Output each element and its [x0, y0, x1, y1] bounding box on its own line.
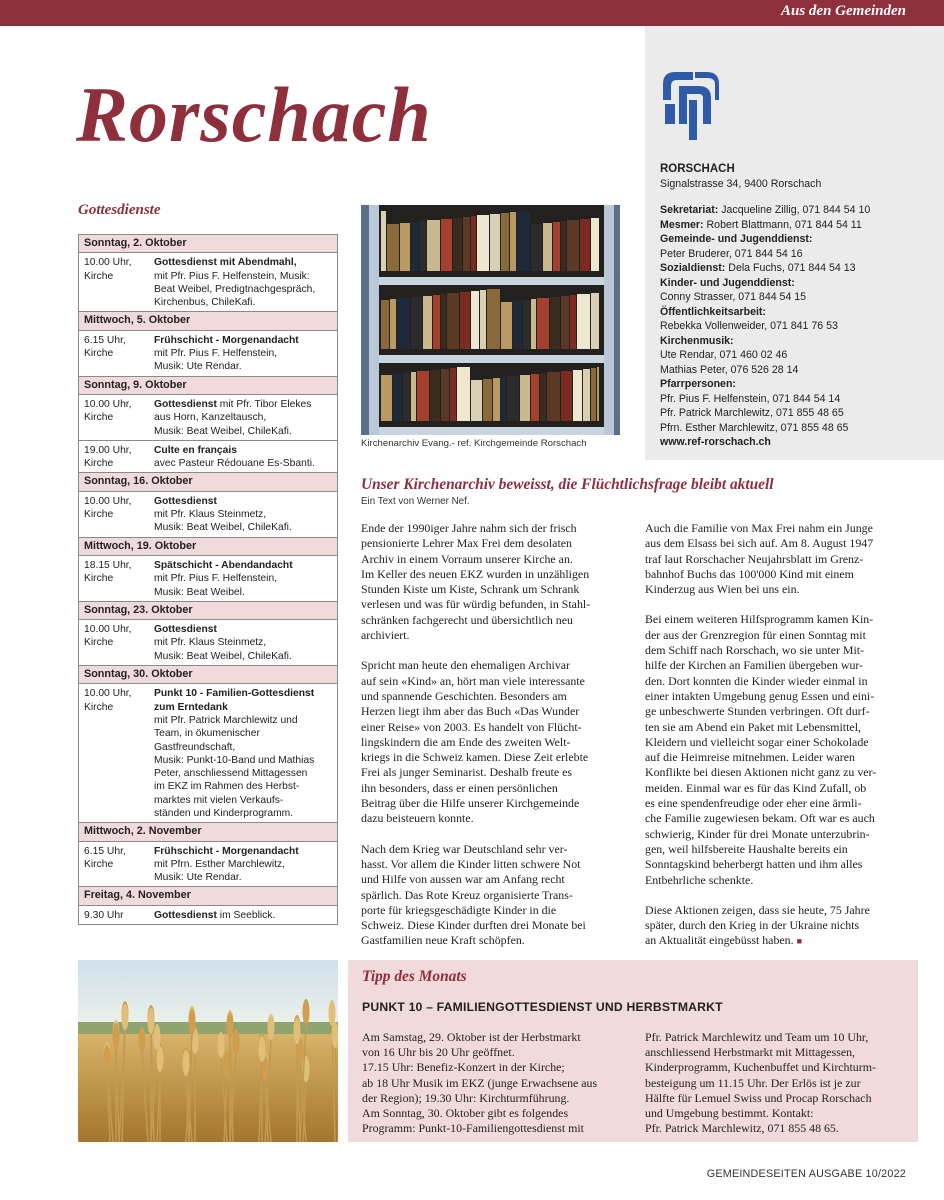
article-line: verlesen und was für würdig befunden, in Stahl-: [361, 597, 591, 612]
article-line: und spannende Geschichten. Besonders am: [361, 688, 567, 703]
article-line: auf die Heimreise mitnehmen. Leider waren: [645, 750, 855, 765]
service-title: Punkt 10 - Familien-Gottesdienst zum Erntedank: [154, 688, 315, 713]
service-detail-line: ständen und Kinderprogramm.: [154, 807, 294, 819]
service-detail-line: Beat Weibel, Predigtnachgespräch,: [154, 283, 316, 295]
service-detail-line: Musik: Punkt-10-Band und Mathias: [154, 754, 315, 766]
article-line: ten sie am Abend ein Paket mit Lebensmittel,: [645, 719, 861, 734]
service-title-line: [154, 495, 332, 508]
section-label: Aus den Gemeinden: [780, 3, 906, 19]
article-line: es eine spendenfreudige oder eher eine ärmli-: [645, 796, 862, 811]
service-description: [154, 687, 332, 820]
contact-info: [660, 162, 940, 450]
tipp-line: ab 18 Uhr Musik im EKZ (junge Erwachsene aus: [362, 1075, 598, 1090]
service-title: Gottesdienst: [154, 398, 217, 410]
contact-line: [660, 334, 940, 349]
service-detail-line: Musik: Beat Weibel, ChileKafi.: [154, 650, 292, 662]
tipp-subheading: PUNKT 10 – FAMILIENGOTTESDIENST UND HERBSTMARKT: [362, 1000, 723, 1014]
contact-line: [660, 261, 940, 276]
contact-label: Kirchenmusik:: [660, 334, 734, 347]
contact-line: [660, 319, 940, 334]
contact-line: [660, 203, 940, 218]
service-title-line: [154, 334, 332, 347]
article-line: Entbehrliche schenkte.: [645, 872, 754, 887]
article-byline: Ein Text von Werner Nef.: [361, 496, 470, 507]
contact-name: RORSCHACH: [660, 163, 735, 175]
contact-value: Peter Bruderer, 071 844 54 16: [660, 247, 803, 260]
tipp-line: Programm: Punkt-10-Familiengottesdienst mit: [362, 1121, 584, 1136]
tipp-column-2: [645, 1030, 915, 1136]
top-bar: [0, 0, 944, 26]
service-detail-line: mit Pfr. Pius F. Helfenstein, Musik:: [154, 270, 310, 282]
service-detail-line: mit Pfr. Klaus Steinmetz,: [154, 509, 267, 521]
article-line: traf laut Rorschacher Neujahrsblatt im Grenz-: [645, 551, 864, 566]
article-line: lingskindern die am Ende des zweiten Welt-: [361, 734, 571, 749]
article-line: Im Keller des neuen EKZ wurden in unzähligen: [361, 566, 590, 581]
service-detail-line: Musik: Ute Rendar.: [154, 361, 242, 373]
services-heading: Gottesdienste: [78, 202, 161, 218]
article-line: Archiv in einem Vorraum unserer Kirche an.: [361, 551, 573, 566]
service-detail-line: Peter, anschliessend Mittagessen: [154, 768, 308, 780]
service-detail-line: aus Horn, Kanzeltausch,: [154, 412, 267, 424]
contact-line: [660, 290, 940, 305]
article-line: hasst. Vor allem die Kinder litten schwere Not: [361, 856, 581, 871]
service-description: [154, 444, 332, 471]
tipp-line: besteigung um 11.15 Uhr. Der Erlös ist je zur: [645, 1075, 861, 1090]
article-paragraph: [645, 612, 910, 887]
contact-line: [660, 421, 940, 436]
article-paragraph: [361, 842, 626, 949]
service-detail-line: avec Pasteur Rédouane Es-Sbanti.: [154, 458, 315, 470]
tipp-line: von 16 Uhr bis 20 Uhr geöffnet.: [362, 1045, 515, 1060]
contact-line: [660, 392, 940, 407]
service-time: 10.00 Uhr, Kirche: [84, 495, 132, 521]
service-description: [154, 559, 332, 599]
contact-line: [660, 305, 940, 320]
article-line: Sonntagskind beherbergt hatten und ihm alles: [645, 857, 863, 872]
article-line: Beitrag über die Hilfe unserer Kirchgemeinde: [361, 796, 580, 811]
tipp-line: Am Samstag, 29. Oktober ist der Herbstmarkt: [362, 1030, 581, 1044]
service-day-header: Sonntag, 23. Oktober: [79, 602, 337, 620]
tipp-line: Pfr. Patrick Marchlewitz und Team um 10 Uhr,: [645, 1030, 869, 1044]
article-line: Diese Aktionen zeigen, dass sie heute, 75 Jahre: [645, 902, 870, 917]
service-title: Frühschicht - Morgenandacht: [154, 845, 299, 857]
article-line: ihn besonders, dass er einen persönlichen: [361, 780, 558, 795]
article-line: auf sein «Kind» an, hört man viele interessante: [361, 673, 585, 688]
service-day-header: Mittwoch, 19. Oktober: [79, 538, 337, 556]
article-title: Unser Kirchenarchiv beweisst, die Flüchtlichsfrage bleibt aktuell: [361, 476, 774, 493]
article-line: che Familie zugewiesen bekam. Oft war es auch: [645, 811, 875, 826]
article-paragraph: [645, 903, 910, 950]
article-line: Bei einem weiteren Hilfsprogramm kamen Kin-: [645, 612, 874, 627]
article-line: Kleidern und vielleicht sogar einer Schokolade: [645, 734, 869, 749]
service-time: 19.00 Uhr, Kirche: [84, 444, 132, 470]
article-line: schwierig, Kinder für drei Monate unterzubrin-: [645, 826, 870, 841]
service-time: 10.00 Uhr, Kirche: [84, 688, 132, 713]
article-line: Kinderzug aus Wien bei uns ein.: [645, 582, 800, 597]
article-line: Konflikte bei diesen Aktionen nicht ganz zu ver-: [645, 765, 877, 780]
service-detail-line: mit Pfr. Pius F. Helfenstein,: [154, 348, 278, 360]
article-paragraph: [361, 521, 626, 643]
article-line: den. Dort konnten die Kinder wieder einmal in: [645, 673, 868, 688]
contact-value: Pfrn. Esther Marchlewitz, 071 855 48 65: [660, 421, 849, 434]
service-title-line: [154, 256, 332, 269]
service-day-header: Sonntag, 9. Oktober: [79, 377, 337, 395]
contact-line: [660, 406, 940, 421]
service-detail-line: Musik: Beat Weibel, ChileKafi.: [154, 522, 292, 534]
tipp-heading: Tipp des Monats: [362, 968, 467, 985]
article-line: porte für kriegsgeschädigte Kinder in die: [361, 902, 557, 917]
article-line: und Hilfe von aussen war am Anfang recht: [361, 872, 565, 887]
article-line: pensionierte Lehrer Max Frei dem desolaten: [361, 536, 572, 551]
service-title-line: [154, 845, 332, 858]
contact-label: Kinder- und Jugenddienst:: [660, 276, 795, 289]
article-line: dem Schiff nach Rorschach, wo sie unter Mit-: [645, 643, 865, 658]
service-title-line: [154, 687, 332, 714]
service-description: [154, 398, 332, 438]
service-detail-line: mit Pfrn. Esther Marchlewitz,: [154, 858, 286, 870]
contact-value: Jacqueline Zillig, 071 844 54 10: [718, 204, 871, 216]
contact-value: Mathias Peter, 076 526 28 14: [660, 363, 799, 376]
service-description: [154, 334, 332, 374]
service-detail-line: mit Pfr. Klaus Steinmetz,: [154, 637, 267, 649]
service-entry: [79, 395, 337, 441]
service-entry: [79, 331, 337, 377]
service-time: 6.15 Uhr, Kirche: [84, 845, 126, 870]
contact-label: www.ref-rorschach.ch: [660, 436, 771, 448]
service-entry: [79, 441, 337, 474]
service-entry: [79, 906, 337, 924]
service-time: 6.15 Uhr, Kirche: [84, 334, 126, 360]
service-title-rest: mit Pfr. Tibor Elekes: [216, 398, 312, 410]
tipp-line: Hälfte für Lemuel Swiss und Procap Rorschach: [645, 1090, 872, 1105]
article-column-1: [361, 521, 626, 964]
archive-photo: [361, 205, 620, 435]
service-title: Gottesdienst: [154, 495, 217, 507]
article-line: hilfe der Kirchen an Familien übergeben wur-: [645, 658, 864, 673]
bookshelf-image: [361, 205, 620, 435]
service-title: Gottesdienst mit Abendmahl,: [154, 257, 297, 269]
service-title-line: [154, 398, 332, 411]
contact-panel: [645, 26, 944, 460]
article-line: ge unbeschwerte Stunden verbringen. Oft durf-: [645, 704, 870, 719]
article-line: Schweiz. Diese Kinder durften drei Monate bei: [361, 918, 586, 933]
article-line: später, durch den Krieg in der Ukraine nichts: [645, 918, 860, 933]
contact-value: Pfr. Pius F. Helfenstein, 071 844 54 14: [660, 392, 841, 405]
photo-caption: Kirchenarchiv Evang.- ref. Kirchgemeinde Rorschach: [361, 438, 587, 449]
service-day-header: Mittwoch, 5. Oktober: [79, 312, 337, 330]
article-line: der aus der Grenzregion für einen Sonntag mit: [645, 627, 866, 642]
service-title-line: [154, 444, 332, 457]
services-table: [78, 234, 338, 925]
service-entry: [79, 842, 337, 888]
service-detail-line: im EKZ im Rahmen des Herbst-: [154, 781, 300, 793]
page-title: Rorschach: [76, 71, 432, 158]
service-description: [154, 909, 332, 922]
service-title: Culte en français: [154, 444, 237, 456]
service-description: [154, 495, 332, 535]
service-day-header: Sonntag, 30. Oktober: [79, 666, 337, 684]
service-description: [154, 845, 332, 885]
service-time: 10.00 Uhr, Kirche: [84, 398, 132, 424]
service-day-header: Mittwoch, 2. November: [79, 823, 337, 841]
article-line: kriegs in die Schweiz kamen. Diese Zeit erlebte: [361, 750, 589, 765]
article-line: Auch die Familie von Max Frei nahm ein Junge: [645, 521, 873, 535]
contact-label: Pfarrpersonen:: [660, 378, 736, 390]
article-line: an Aktualität eingebüsst haben. ■: [645, 933, 803, 948]
service-detail-line: Team, in ökumenischer: [154, 728, 260, 740]
article-line: Frei als junger Seminarist. Deshalb freute es: [361, 765, 573, 780]
service-entry: [79, 253, 337, 312]
contact-label: Sozialdienst:: [660, 262, 726, 274]
tipp-line: der Region); 19.30 Uhr: Kirchturmführung.: [362, 1090, 570, 1105]
contact-address: Signalstrasse 34, 9400 Rorschach: [660, 177, 822, 190]
tipp-line: Pfr. Patrick Marchlewitz, 071 855 48 65.: [645, 1121, 839, 1136]
service-title-line: [154, 909, 332, 922]
service-description: [154, 623, 332, 663]
service-title-rest: im Seeblick.: [216, 909, 276, 921]
service-entry: [79, 556, 337, 602]
contact-label: Sekretariat:: [660, 204, 719, 216]
article-line: aus dem Elsass bei sich auf. Am 8. August 1947: [645, 536, 874, 551]
contact-value: Conny Strasser, 071 844 54 15: [660, 291, 807, 303]
tipp-line: 17.15 Uhr: Benefiz-Konzert in der Kirche;: [362, 1060, 565, 1075]
footer-issue: GEMEINDESEITEN AUSGABE 10/2022: [706, 1168, 906, 1180]
article-line: Spricht man heute den ehemaligen Archivar: [361, 658, 571, 673]
contact-line: [660, 247, 940, 262]
service-title: Gottesdienst: [154, 624, 217, 636]
article-line: schränken fachgerecht und übersichtlich neu: [361, 612, 573, 627]
article-line: archiviert.: [361, 628, 410, 643]
contact-value: Pfr. Patrick Marchlewitz, 071 855 48 65: [660, 407, 844, 419]
service-detail-line: Musik: Ute Rendar.: [154, 872, 242, 884]
article-paragraph: [645, 521, 910, 597]
service-day-header: Sonntag, 16. Oktober: [79, 473, 337, 491]
contact-line: [660, 276, 940, 291]
tipp-box: [348, 960, 918, 1142]
service-title-line: [154, 623, 332, 636]
article-column-2: [645, 521, 910, 965]
service-entry: [79, 684, 337, 823]
article-line: Gastfamilien neue Kraft schöpfen.: [361, 933, 525, 948]
contact-line: [660, 218, 940, 233]
service-time: 18.15 Uhr, Kirche: [84, 559, 132, 585]
service-detail-line: Kirchenbus, ChileKafi.: [154, 297, 256, 309]
contact-line: [660, 363, 940, 378]
service-title: Frühschicht - Morgenandacht: [154, 334, 299, 346]
article-line: Stunden Kiste um Kiste, Schrank um Schrank: [361, 582, 580, 597]
article-line: Ende der 1990iger Jahre nahm sich der frisch: [361, 521, 577, 535]
contact-value: Ute Rendar, 071 460 02 46: [660, 349, 788, 361]
service-detail-line: mit Pfr. Patrick Marchlewitz und: [154, 714, 298, 726]
article-line: meiden. Einmal war es für das Kind Zufall, ob: [645, 780, 867, 795]
contact-line: [660, 348, 940, 363]
service-entry: [79, 620, 337, 666]
article-line: dazu beisteuern konnte.: [361, 811, 474, 826]
article-paragraph: [361, 658, 626, 826]
contact-label: Mesmer:: [660, 218, 704, 231]
service-title: Spätschicht - Abendandacht: [154, 559, 293, 571]
tipp-line: Kinderprogramm, Kuchenbuffet und Kirchturm-: [645, 1060, 876, 1075]
service-title-line: [154, 559, 332, 572]
article-line: bahnhof Buchs das 100'000 Kind mit einem: [645, 566, 854, 581]
service-detail-line: mit Pfr. Pius F. Helfenstein,: [154, 573, 278, 585]
wheat-field-image: [78, 960, 338, 1142]
article-line: einer intakten Umgebung genug Essen und eini-: [645, 688, 875, 703]
contact-value: Rebekka Vollenweider, 071 841 76 53: [660, 320, 838, 332]
service-time: 10.00 Uhr, Kirche: [84, 257, 132, 282]
service-day-header: Sonntag, 2. Oktober: [79, 235, 337, 253]
contact-line: [660, 377, 940, 392]
tipp-line: Am Sonntag, 30. Oktober gibt es folgendes: [362, 1106, 569, 1121]
contact-line: [660, 232, 940, 247]
tipp-column-1: [362, 1030, 632, 1136]
service-detail-line: Musik: Beat Weibel, ChileKafi.: [154, 425, 292, 437]
service-detail-line: marktes mit vielen Verkaufs-: [154, 794, 284, 806]
service-time: 9.30 Uhr: [84, 909, 124, 921]
contact-label: Öffentlichkeitsarbeit:: [660, 305, 766, 318]
tipp-line: und Umgebung bestimmt. Kontakt:: [645, 1106, 814, 1121]
service-detail-line: Gastfreundschaft,: [154, 741, 236, 753]
end-mark: ■: [796, 936, 803, 947]
article-line: einer Reise» von 2003. Es handelt von Flücht-: [361, 719, 582, 734]
tipp-line: anschliessend Herbstmarkt mit Mittagessen,: [645, 1045, 856, 1060]
service-title: Gottesdienst: [154, 909, 217, 921]
service-detail-line: Musik: Beat Weibel.: [154, 586, 245, 598]
contact-line: [660, 435, 940, 450]
article-line: spärlich. Das Rote Kreuz organisierte Trans-: [361, 887, 573, 902]
contact-value: Dela Fuchs, 071 844 54 13: [725, 262, 856, 274]
church-logo-icon: [659, 66, 723, 146]
service-description: [154, 256, 332, 309]
service-day-header: Freitag, 4. November: [79, 887, 337, 905]
service-time: 10.00 Uhr, Kirche: [84, 624, 132, 649]
article-line: Herzen liegt ihm aber das Buch «Das Wunder: [361, 704, 580, 719]
article-line: gen, weil hilfsbereite Haushalte bereits ein: [645, 841, 848, 856]
contact-label: Gemeinde- und Jugenddienst:: [660, 233, 813, 245]
contact-value: Robert Blattmann, 071 844 54 11: [703, 218, 862, 231]
article-line: Nach dem Krieg war Deutschland sehr ver-: [361, 841, 568, 856]
service-entry: [79, 492, 337, 538]
